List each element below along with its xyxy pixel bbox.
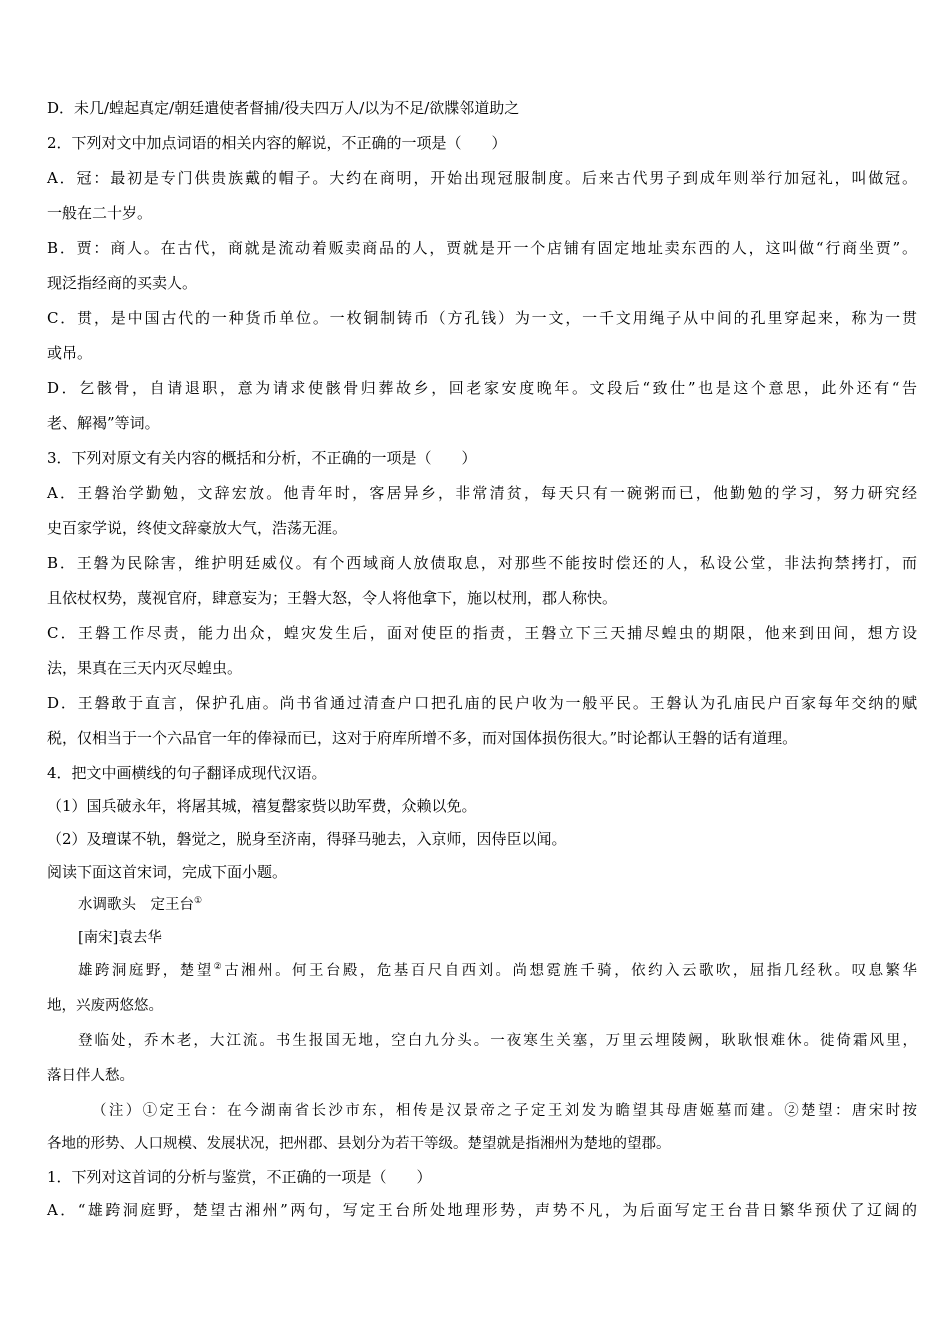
document-page (47, 98, 917, 1235)
poem-author: [南宋]袁去华 (78, 930, 162, 946)
q3-option-a-line-2: 史百家学说，终使文辞豪放大气，浩荡无涯。 (47, 519, 348, 537)
q3-option-b-line-1: B．王磐为民除害，维护明廷威仪。有个西域商人放债取息，对那些不能按时偿还的人，私设公堂，非法拘禁拷打，而 (47, 554, 917, 572)
q3-option-c-line-1: C．王磐工作尽责，能力出众，蝗灾发生后，面对使臣的指责，王磐立下三天捕尽蝗虫的期限，他来到田间，想方设 (47, 624, 917, 642)
q3-option-c-line-2: 法，果真在三天内灭尽蝗虫。 (47, 659, 243, 677)
poem-stanza-1-part-b: 古湘州。何王台殿，危基百尺自西刘。尚想霓旌千骑，依约入云歌吹，屈指几经秋。叹息繁华 (224, 963, 918, 979)
question-3-stem: 3．下列对原文有关内容的概括和分析，不正确的一项是（ ） (47, 449, 477, 467)
q3-option-d-line-2: 税，仅相当于一个六品官一年的俸禄而已，这对于府库所增不多，而对国体损伤很大。”时论都认王磐的话有道理。 (47, 729, 798, 747)
q2-option-c-line-1: C．贯，是中国古代的一种货币单位。一枚铜制铸币（方孔钱）为一文，一千文用绳子从中间的孔里穿起来，称为一贯 (47, 309, 917, 327)
q3-option-d-line-1: D．王磐敢于直言，保护孔庙。尚书省通过清查户口把孔庙的民户收为一般平民。王磐认为孔庙民户百家每年交纳的赋 (47, 694, 917, 712)
q4-item-1: （1）国兵破永年，将屠其城，禧复罄家赀以助军费，众赖以免。 (47, 797, 477, 815)
poem-title-text: 水调歌头 定王台 (78, 897, 194, 913)
poem-stanza-1-part-a: 雄跨洞庭野，楚望 (78, 963, 214, 979)
poem-stanza-2-line-2: 落日伴人愁。 (47, 1068, 134, 1084)
q2-option-b-line-2: 现泛指经商的买卖人。 (47, 274, 198, 292)
q2-option-c-line-2: 或吊。 (47, 344, 93, 362)
q2-option-d-line-1: D．乞骸骨，自请退职，意为请求使骸骨归葬故乡，回老家安度晚年。文段后“致仕”也是这个意思，此外还有“告 (47, 379, 917, 397)
poem-q1-option-a-line-1: A．“雄跨洞庭野，楚望古湘州”两句，写定王台所处地理形势，声势不凡，为后面写定王台昔日繁华预伏了辽阔的 (47, 1201, 917, 1219)
q3-option-b-line-2: 且依杖权势，蔑视官府，肆意妄为；王磐大怒，令人将他拿下，施以杖刑，郡人称快。 (47, 589, 618, 607)
poem-stanza-1-line-2: 地，兴废两悠悠。 (47, 998, 163, 1014)
option-d-line: D．未几/蝗起真定/朝廷遣使者督捕/役夫四万人/以为不足/欲牒邻道助之 (47, 99, 520, 117)
q2-option-a-line-1: A．冠：最初是专门供贵族戴的帽子。大约在商明，开始出现冠服制度。后来古代男子到成年则举行加冠礼，叫做冠。 (47, 169, 917, 187)
q3-option-a-line-1: A．王磐治学勤勉，文辞宏放。他青年时，客居异乡，非常清贫，每天只有一碗粥而已，他勤勉的学习，努力研究经 (47, 484, 917, 502)
q2-option-a-line-2: 一般在二十岁。 (47, 204, 153, 222)
poem-stanza-1-line-1 (47, 961, 917, 981)
q2-option-d-line-2: 老、解褐”等词。 (47, 414, 160, 432)
poem-note-line-2: 各地的形势、人口规模、发展状况，把州郡、县划分为若干等级。楚望就是指湘州为楚地的望郡。 (47, 1136, 671, 1152)
poem-reading-instruction: 阅读下面这首宋词，完成下面小题。 (47, 863, 288, 881)
poem-stanza-2-line-1: 登临处，乔木老，大江流。书生报国无地，空白九分头。一夜寒生关塞，万里云埋陵阙，耿耿恨难休。徙倚霜风里， (78, 1033, 917, 1049)
poem-title (47, 895, 917, 915)
q4-item-2: （2）及璮谋不轨，磐觉之，脱身至济南，得驿马驰去，入京师，因侍臣以闻。 (47, 830, 567, 848)
question-4-stem: 4．把文中画横线的句子翻译成现代汉语。 (47, 764, 327, 782)
poem-question-1-stem: 1．下列对这首词的分析与鉴赏，不正确的一项是（ ） (47, 1168, 432, 1186)
poem-note-line-1: （注）①定王台：在今湖南省长沙市东，相传是汉景帝之子定王刘发为瞻望其母唐姬墓而建。②楚望：唐宋时按 (92, 1103, 917, 1119)
poem-stanza-1-note-mark: ② (213, 962, 225, 973)
q2-option-b-line-1: B．贾：商人。在古代，商就是流动着贩卖商品的人，贾就是开一个店铺有固定地址卖东西的人，这叫做“行商坐贾”。 (47, 239, 917, 257)
question-2-stem: 2．下列对文中加点词语的相关内容的解说，不正确的一项是（ ） (47, 134, 507, 152)
poem-title-note-mark: ① (194, 896, 203, 907)
